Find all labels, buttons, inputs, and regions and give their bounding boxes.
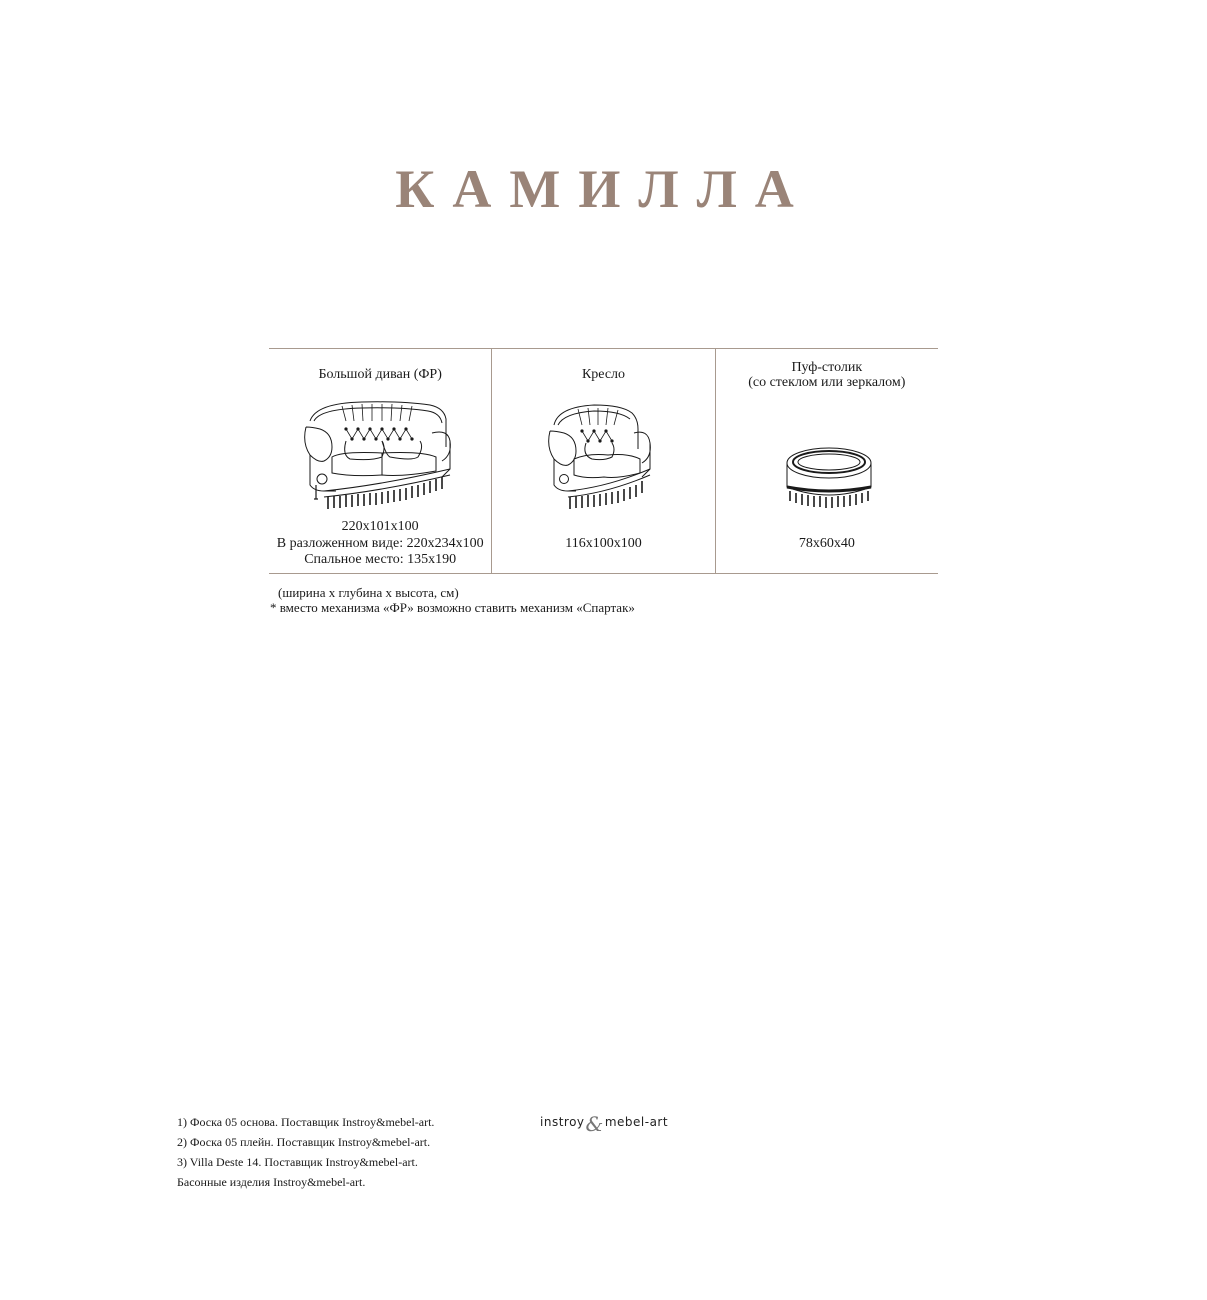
units-note: (ширина x глубина x высота, см)	[278, 585, 459, 600]
product-table	[269, 348, 938, 574]
logo-text-left: instroy	[540, 1115, 585, 1129]
unfolded-dimensions: В разложенном виде: 220x234x100	[276, 536, 484, 551]
pouf-table-icon	[784, 445, 874, 509]
page-title: КАМИЛЛА	[395, 159, 812, 219]
product-cell-pouf-table	[715, 349, 938, 573]
material-line: 3) Villa Deste 14. Поставщик Instroy&mebel-art.	[177, 1155, 418, 1169]
product-dimensions: 116x100x100	[565, 536, 642, 551]
logo-ampersand: &	[585, 1112, 604, 1136]
product-cell-armchair	[491, 349, 714, 573]
product-name: Пуф-столик	[791, 360, 863, 375]
product-dimensions: 220x101x100	[341, 519, 419, 534]
product-name: Большой диван (ФР)	[318, 367, 442, 382]
logo-text-right: mebel-art	[604, 1115, 669, 1129]
material-line: 2) Фоска 05 плейн. Поставщик Instroy&mebel-art.	[177, 1135, 431, 1149]
sofa-icon	[302, 399, 462, 514]
product-cell-sofa	[269, 349, 491, 573]
armchair-icon	[548, 403, 663, 511]
mechanism-note: * вместо механизма «ФР» возможно ставить механизм «Спартак»	[270, 600, 635, 615]
product-name-note: (со стеклом или зеркалом)	[748, 375, 906, 390]
sleeping-area: Спальное место: 135x190	[304, 552, 457, 567]
materials-list	[177, 1112, 434, 1192]
notes	[270, 585, 635, 615]
product-dimensions: 78x60x40	[798, 536, 855, 551]
material-line: Басонные изделия Instroy&mebel-art.	[177, 1175, 366, 1189]
brand-logo	[540, 1110, 668, 1134]
product-name: Кресло	[581, 367, 626, 382]
material-line: 1) Фоска 05 основа. Поставщик Instroy&mebel-art.	[177, 1115, 435, 1129]
